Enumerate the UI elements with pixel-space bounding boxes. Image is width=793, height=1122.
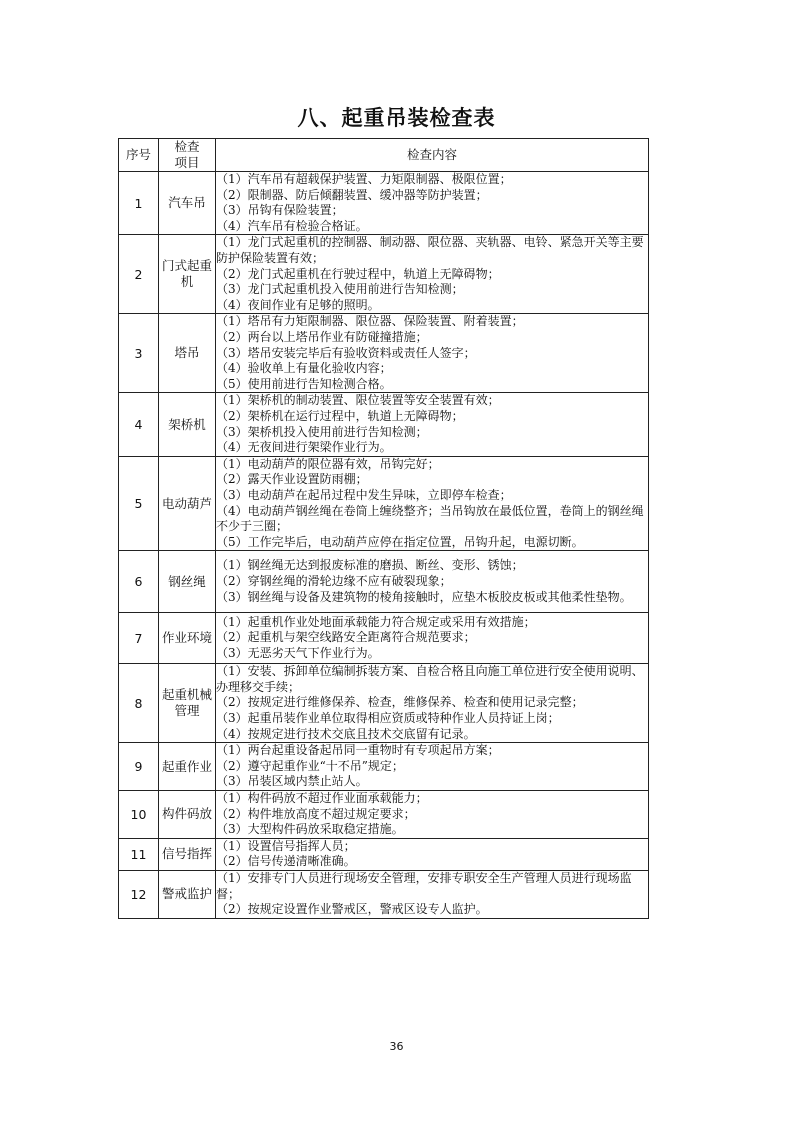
- table-row: [119, 456, 649, 551]
- row-content: [216, 613, 649, 664]
- row-content: [216, 664, 649, 743]
- row-seq: 11: [119, 838, 159, 870]
- content-line: （3）大型构件码放采取稳定措施。: [216, 822, 404, 837]
- content-line: （1）架桥机的制动装置、限位装置等安全装置有效；: [216, 393, 500, 408]
- content-line: （1）安装、拆卸单位编制拆装方案、自检合格且向施工单位进行安全使用说明、办理移交手续；: [216, 664, 644, 694]
- content-line: （4）汽车吊有检验合格证。: [216, 218, 368, 233]
- content-line: （1）设置信号指挥人员；: [216, 838, 356, 853]
- table-row: [119, 664, 649, 743]
- content-line: （3）起重吊装作业单位取得相应资质或特种作业人员持证上岗；: [216, 711, 560, 726]
- content-line: （3）电动葫芦在起吊过程中发生异味，立即停车检查；: [216, 487, 512, 502]
- content-line: （3）无恶劣天气下作业行为。: [216, 646, 380, 661]
- row-item: 构件码放: [159, 791, 216, 839]
- content-line: （5）工作完毕后，电动葫芦应停在指定位置，吊钩升起，电源切断。: [216, 534, 584, 549]
- row-seq: 3: [119, 314, 159, 393]
- content-line: （2）按规定进行维修保养、检查，维修保养、检查和使用记录完整；: [216, 695, 584, 710]
- header-item: 检查项目: [159, 139, 216, 172]
- row-seq: 6: [119, 551, 159, 613]
- row-item: 汽车吊: [159, 172, 216, 235]
- page-title: 八、起重吊装检查表: [297, 106, 496, 130]
- content-line: （3）架桥机投入使用前进行告知检测；: [216, 424, 428, 439]
- content-line: （1）起重机作业处地面承载能力符合规定或采用有效措施；: [216, 614, 536, 629]
- table-body: [119, 172, 649, 919]
- content-line: （1）构件码放不超过作业面承载能力；: [216, 791, 428, 806]
- content-line: （2）按规定设置作业警戒区，警戒区设专人监护。: [216, 902, 488, 917]
- content-line: （3）塔吊安装完毕后有验收资料或责任人签字；: [216, 345, 476, 360]
- row-item: 起重作业: [159, 743, 216, 791]
- row-seq: 9: [119, 743, 159, 791]
- content-line: （2）构件堆放高度不超过规定要求；: [216, 806, 416, 821]
- row-content: [216, 791, 649, 839]
- row-seq: 7: [119, 613, 159, 664]
- header-seq: 序号: [119, 139, 159, 172]
- row-item: 塔吊: [159, 314, 216, 393]
- table-row: [119, 393, 649, 456]
- content-line: （3）吊钩有保险装置；: [216, 203, 344, 218]
- row-content: [216, 393, 649, 456]
- row-item: 门式起重机: [159, 235, 216, 314]
- content-line: （2）露天作业设置防雨棚；: [216, 472, 368, 487]
- row-seq: 8: [119, 664, 159, 743]
- table-row: [119, 551, 649, 613]
- table-row: [119, 613, 649, 664]
- content-line: （3）龙门式起重机投入使用前进行告知检测；: [216, 282, 464, 297]
- content-line: （2）两台以上塔吊作业有防碰撞措施；: [216, 329, 428, 344]
- content-line: （2）龙门式起重机在行驶过程中，轨道上无障碍物；: [216, 266, 500, 281]
- row-seq: 5: [119, 456, 159, 551]
- table-row: [119, 871, 649, 919]
- content-line: （4）电动葫芦钢丝绳在卷筒上缠绕整齐；当吊钩放在最低位置，卷筒上的钢丝绳不少于三圈；: [216, 503, 644, 534]
- content-line: （1）钢丝绳无达到报废标准的磨损、断丝、变形、锈蚀；: [216, 558, 524, 573]
- content-line: （4）按规定进行技术交底且技术交底留有记录。: [216, 726, 476, 741]
- row-content: [216, 235, 649, 314]
- row-item: 起重机械管理: [159, 664, 216, 743]
- content-line: （1）汽车吊有超载保护装置、力矩限制器、极限位置；: [216, 172, 512, 186]
- row-item: 作业环境: [159, 613, 216, 664]
- content-line: （2）遵守起重作业“十不吊”规定；: [216, 758, 404, 773]
- table-row: [119, 838, 649, 870]
- content-line: （2）限制器、防后倾翻装置、缓冲器等防护装置；: [216, 187, 488, 202]
- row-item: 架桥机: [159, 393, 216, 456]
- row-content: [216, 871, 649, 919]
- content-line: （4）无夜间进行架梁作业行为。: [216, 440, 392, 455]
- row-item: 钢丝绳: [159, 551, 216, 613]
- content-line: （2）架桥机在运行过程中，轨道上无障碍物；: [216, 408, 464, 423]
- row-seq: 2: [119, 235, 159, 314]
- header-content: 检查内容: [216, 139, 649, 172]
- content-line: （4）验收单上有量化验收内容；: [216, 361, 392, 376]
- content-line: （1）两台起重设备起吊同一重物时有专项起吊方案；: [216, 743, 500, 758]
- content-line: （4）夜间作业有足够的照明。: [216, 297, 380, 312]
- row-item: 电动葫芦: [159, 456, 216, 551]
- table-row: [119, 791, 649, 839]
- row-content: [216, 743, 649, 791]
- row-item: 警戒监护: [159, 871, 216, 919]
- page-number: 36: [389, 1040, 404, 1053]
- row-content: [216, 456, 649, 551]
- content-line: （1）安排专门人员进行现场安全管理，安排专职安全生产管理人员进行现场监督；: [216, 871, 632, 901]
- content-line: （1）电动葫芦的限位器有效，吊钩完好；: [216, 456, 440, 471]
- content-line: （2）穿钢丝绳的滑轮边缘不应有破裂现象；: [216, 573, 452, 588]
- table-row: [119, 314, 649, 393]
- content-line: （1）塔吊有力矩限制器、限位器、保险装置、附着装置；: [216, 314, 524, 329]
- row-seq: 4: [119, 393, 159, 456]
- table-header: [119, 139, 649, 172]
- row-content: [216, 551, 649, 613]
- row-content: [216, 838, 649, 870]
- table-row: [119, 235, 649, 314]
- content-line: （5）使用前进行告知检测合格。: [216, 376, 392, 391]
- content-line: （3）钢丝绳与设备及建筑物的棱角接触时，应垫木板胶皮板或其他柔性垫物。: [216, 589, 632, 604]
- content-line: （3）吊装区域内禁止站人。: [216, 774, 368, 789]
- row-seq: 12: [119, 871, 159, 919]
- row-content: [216, 314, 649, 393]
- content-line: （2）信号传递清晰准确。: [216, 854, 356, 869]
- row-seq: 10: [119, 791, 159, 839]
- table-row: [119, 743, 649, 791]
- row-item: 信号指挥: [159, 838, 216, 870]
- crane-inspection-table: [118, 138, 649, 919]
- content-line: （2）起重机与架空线路安全距离符合规范要求；: [216, 630, 476, 645]
- content-line: （1）龙门式起重机的控制器、制动器、限位器、夹轨器、电铃、紧急开关等主要防护保险装置有效；: [216, 235, 644, 265]
- row-seq: 1: [119, 172, 159, 235]
- table-row: [119, 172, 649, 235]
- row-content: [216, 172, 649, 235]
